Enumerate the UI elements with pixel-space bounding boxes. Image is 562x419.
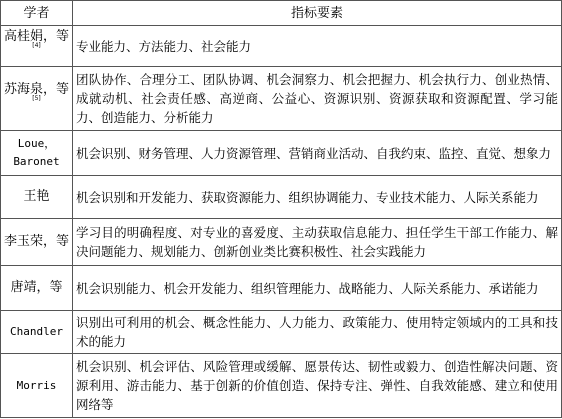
scholar-name: Chandler: [10, 325, 63, 338]
scholar-cell: 唐靖，等: [1, 266, 73, 311]
indicator-cell: 机会识别、机会评估、风险管理或缓解、愿景传达、韧性或毅力、创造性解决问题、资源利用、游击能力、基于创新的价值创造、保持专注、弹性、自我效能感、建立和使用网络等: [73, 354, 562, 418]
scholar-cell: 李玉荣，等: [1, 219, 73, 266]
scholar-cell: [1, 354, 73, 418]
scholar-cell: [1, 26, 73, 67]
scholar-name: 苏海泉，等: [4, 81, 70, 97]
indicator-cell: 识别出可利用的机会、概念性能力、人力能力、政策能力、使用特定领域内的工具和技术的能力: [73, 311, 562, 354]
indicator-cell: 学习目的明确程度、对专业的喜爱度、主动获取信息能力、担任学生干部工作能力、解决问题能力、规划能力、创新创业类比赛积极性、社会实践能力: [73, 219, 562, 266]
scholar-name-line2: Baronet: [13, 155, 60, 168]
scholar-name: 高桂娟，等: [4, 29, 70, 44]
scholar-cell: [1, 131, 73, 176]
table-row: [1, 354, 562, 418]
header-indicators: 指标要素: [73, 1, 562, 26]
table-row: [1, 131, 562, 176]
scholar-cell: 王艳: [1, 176, 73, 219]
indicator-cell: 机会识别、财务管理、人力资源管理、营销商业活动、自我约束、监控、直觉、想象力: [73, 131, 562, 176]
reference-marker: [5]: [32, 94, 41, 102]
table-row: [1, 26, 562, 67]
indicator-cell: 机会识别能力、机会开发能力、组织管理能力、战略能力、人际关系能力、承诺能力: [73, 266, 562, 311]
indicator-cell: 专业能力、方法能力、社会能力: [73, 26, 562, 67]
table-row: [1, 67, 562, 131]
scholar-name-line1: Loue，: [17, 137, 56, 150]
table-header-row: [1, 1, 562, 26]
indicator-cell: 团队协作、合理分工、团队协调、机会洞察力、机会把握力、机会执行力、创业热情、成就动机、社会责任感、高逆商、公益心、资源识别、资源获取和资源配置、学习能力、创造能力、分析能力: [73, 67, 562, 131]
table-row: [1, 176, 562, 219]
reference-marker: [4]: [32, 42, 41, 49]
scholar-cell: [1, 67, 73, 131]
header-scholar: 学者: [1, 1, 73, 26]
table-row: [1, 219, 562, 266]
table-row: [1, 266, 562, 311]
indicator-cell: 机会识别和开发能力、获取资源能力、组织协调能力、专业技术能力、人际关系能力: [73, 176, 562, 219]
scholar-name: Morris: [16, 378, 57, 392]
scholar-cell: [1, 311, 73, 354]
table-row: [1, 311, 562, 354]
